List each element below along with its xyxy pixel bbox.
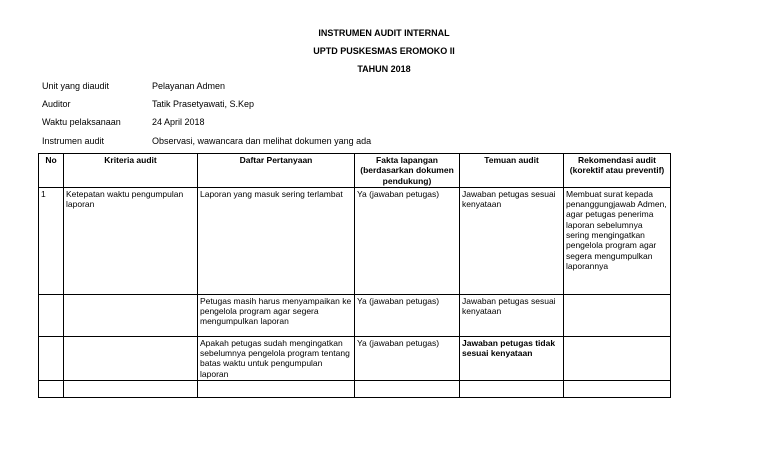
meta-label-waktu: Waktu pelaksanaan: [42, 117, 121, 127]
cell-no: [39, 336, 64, 380]
cell-fakta: Ya (jawaban petugas): [355, 294, 460, 336]
meta-label-unit: Unit yang diaudit: [42, 81, 110, 91]
cell-pertanyaan: Laporan yang masuk sering terlambat: [198, 187, 355, 294]
table-header-row: [39, 154, 671, 188]
cell-pertanyaan: [198, 381, 355, 398]
header-pertanyaan: Daftar Pertanyaan: [198, 154, 355, 188]
cell-temuan: Jawaban petugas sesuai kenyataan: [460, 294, 564, 336]
cell-rekomendasi: [564, 381, 671, 398]
header-temuan: Temuan audit: [460, 154, 564, 188]
cell-pertanyaan: Apakah petugas sudah mengingatkan sebelumnya pengelola program tentang batas waktu untuk pengumpulan laporan: [198, 336, 355, 380]
meta-value-waktu: 24 April 2018: [152, 117, 205, 127]
audit-table: [38, 153, 671, 398]
table-row: [39, 294, 671, 336]
meta-label-instrumen: Instrumen audit: [42, 136, 105, 146]
cell-temuan: Jawaban petugas tidak sesuai kenyataan: [460, 336, 564, 380]
table-row: [39, 381, 671, 398]
cell-pertanyaan: Petugas masih harus menyampaikan ke pengelola program agar segera mengumpulkan laporan: [198, 294, 355, 336]
document-subtitle: UPTD PUSKESMAS EROMOKO II: [313, 46, 455, 56]
cell-fakta: Ya (jawaban petugas): [355, 187, 460, 294]
cell-no: [39, 294, 64, 336]
meta-value-unit: Pelayanan Admen: [152, 81, 226, 91]
cell-no: 1: [39, 187, 64, 294]
table-row: [39, 187, 671, 294]
cell-temuan: [460, 381, 564, 398]
header-no: No: [39, 154, 64, 188]
header-rekomendasi: Rekomendasi audit (korektif atau preventif): [564, 154, 671, 188]
cell-rekomendasi: [564, 294, 671, 336]
cell-fakta: [355, 381, 460, 398]
table-row: [39, 336, 671, 380]
header-kriteria: Kriteria audit: [64, 154, 198, 188]
cell-temuan: Jawaban petugas sesuai kenyataan: [460, 187, 564, 294]
cell-kriteria: [64, 381, 198, 398]
document-title: INSTRUMEN AUDIT INTERNAL: [318, 28, 450, 38]
cell-rekomendasi: [564, 336, 671, 380]
cell-kriteria: Ketepatan waktu pengumpulan laporan: [64, 187, 198, 294]
header-fakta: Fakta lapangan (berdasarkan dokumen pendukung): [355, 154, 460, 188]
cell-kriteria: [64, 336, 198, 380]
cell-no: [39, 381, 64, 398]
cell-fakta: Ya (jawaban petugas): [355, 336, 460, 380]
document-year: TAHUN 2018: [357, 64, 411, 74]
cell-rekomendasi: Membuat surat kepada penanggungjawab Admen, agar petugas penerima laporan sebelumnya sering mengingatkan pengelola program agar segera mengumpulkan laporannya: [564, 187, 671, 294]
meta-label-auditor: Auditor: [42, 99, 71, 109]
cell-kriteria: [64, 294, 198, 336]
meta-value-auditor: Tatik Prasetyawati, S.Kep: [152, 99, 255, 109]
meta-value-instrumen: Observasi, wawancara dan melihat dokumen yang ada: [152, 136, 372, 146]
